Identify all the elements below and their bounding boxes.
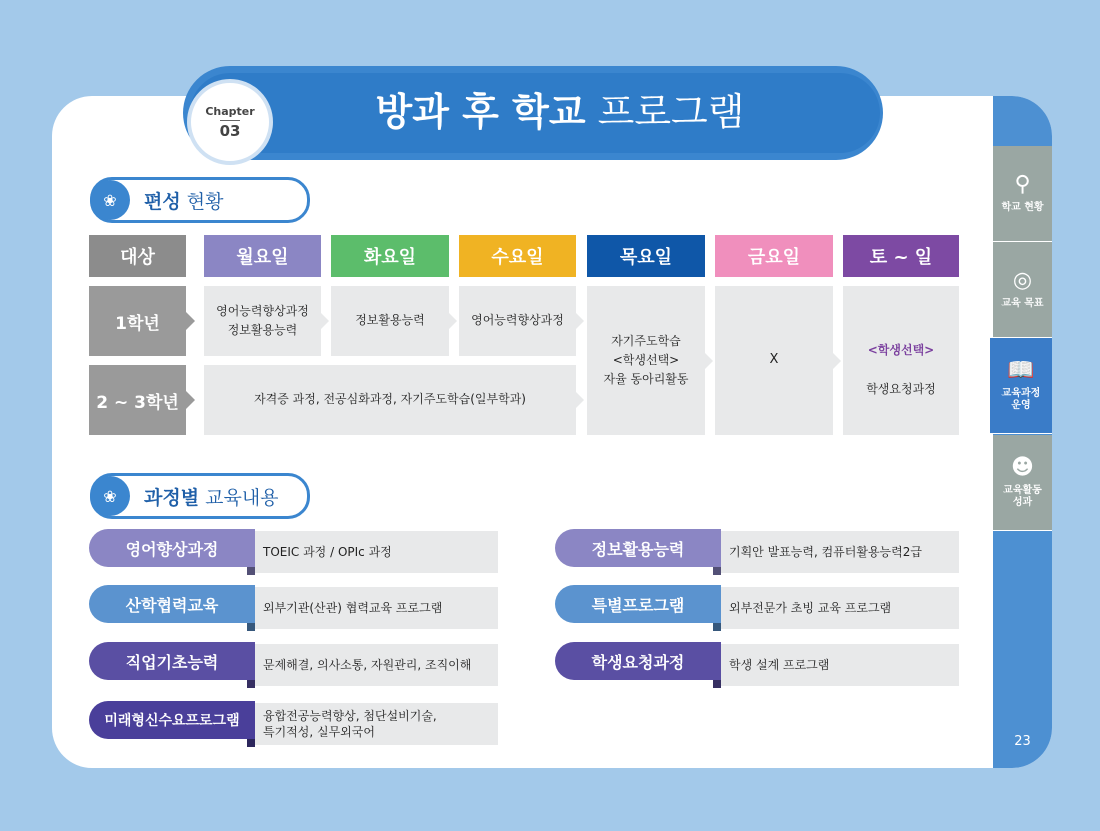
cell-g1-monday: 영어능력향상과정 정보활용능력 — [204, 286, 321, 356]
sprout-icon: ❀ — [90, 180, 130, 220]
weekend-student-choice: <학생선택> — [867, 343, 935, 358]
page-number: 23 — [1014, 734, 1031, 749]
header-weekend: 토 ~ 일 — [843, 235, 959, 277]
course-special: 특별프로그램 — [555, 585, 721, 623]
course-desc-future: 융합전공능력향상, 첨단설비기술, 특기적성, 실무외국어 — [255, 703, 498, 745]
title-regular: 프로그램 — [597, 90, 745, 134]
tab-education-goal[interactable]: ◎ 교육 목표 — [993, 242, 1052, 338]
section-heading-bold: 편성 — [144, 190, 181, 213]
course-info: 정보활용능력 — [555, 529, 721, 567]
search-icon: ⚲ — [1014, 171, 1031, 197]
course-desc-info: 기획안 발표능력, 컴퓨터활용능력2급 — [721, 531, 959, 573]
cell-g23-mon-wed: 자격증 과정, 전공심화과정, 자기주도학습(일부학과) — [204, 365, 576, 435]
people-icon: ☻ — [1011, 454, 1034, 480]
header-wednesday: 수요일 — [459, 235, 576, 277]
course-student-request: 학생요청과정 — [555, 642, 721, 680]
chapter-badge — [187, 79, 273, 165]
tab-curriculum[interactable]: 📖 교육과정 운영 — [990, 338, 1052, 434]
course-english: 영어향상과정 — [89, 529, 255, 567]
cell-friday-all: X — [715, 286, 833, 435]
weekend-program: 학생요청과정 — [866, 381, 936, 396]
course-desc-special: 외부전문가 초빙 교육 프로그램 — [721, 587, 959, 629]
target-icon: ◎ — [1012, 267, 1033, 293]
book-icon: 📖 — [1007, 357, 1035, 383]
course-desc-student-request: 학생 설계 프로그램 — [721, 644, 959, 686]
course-desc-english: TOEIC 과정 / OPIc 과정 — [255, 531, 498, 573]
sprout-icon: ❀ — [90, 476, 130, 516]
course-desc-basic-skills: 문제해결, 의사소통, 자원관리, 조직이해 — [255, 644, 498, 686]
course-future: 미래형신수요프로그램 — [89, 701, 255, 739]
page-title — [280, 82, 840, 142]
section-heading-schedule — [90, 177, 310, 223]
cell-thursday-all: 자기주도학습 <학생선택> 자율 동아리활동 — [587, 286, 705, 435]
section-heading-regular: 현황 — [186, 190, 224, 213]
tab-school-status[interactable]: ⚲ 학교 현황 — [993, 146, 1052, 242]
header-monday: 월요일 — [204, 235, 321, 277]
course-basic-skills: 직업기초능력 — [89, 642, 255, 680]
row-grade-1: 1학년 — [89, 286, 186, 356]
tab-activity-results[interactable]: ☻ 교육활동 성과 — [993, 435, 1052, 531]
cell-g1-tuesday: 정보활용능력 — [331, 286, 449, 356]
section-heading-regular: 교육내용 — [205, 486, 279, 509]
cell-g1-wednesday: 영어능력향상과정 — [459, 286, 576, 356]
title-bold: 방과 후 학교 — [375, 90, 586, 134]
header-thursday: 목요일 — [587, 235, 705, 277]
section-heading-courses — [90, 473, 310, 519]
header-target: 대상 — [89, 235, 186, 277]
row-grade-2-3: 2 ~ 3학년 — [89, 365, 186, 435]
cell-weekend-all — [843, 286, 959, 435]
section-heading-bold: 과정별 — [144, 486, 200, 509]
chapter-label: Chapter — [205, 104, 255, 118]
header-tuesday: 화요일 — [331, 235, 449, 277]
course-industry: 산학협력교육 — [89, 585, 255, 623]
header-friday: 금요일 — [715, 235, 833, 277]
chapter-number: 03 — [219, 121, 241, 140]
course-desc-industry: 외부기관(산관) 협력교육 프로그램 — [255, 587, 498, 629]
